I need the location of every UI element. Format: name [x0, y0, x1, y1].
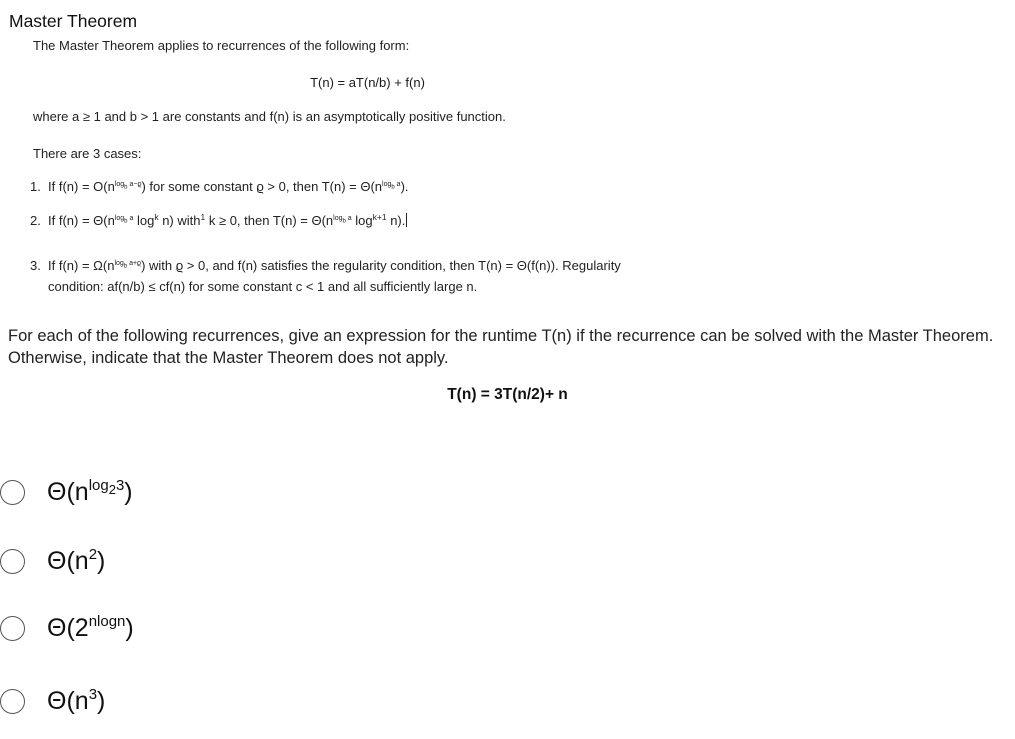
answer-option-2[interactable] — [0, 543, 105, 579]
general-recurrence-formula: T(n) = aT(n/b) + f(n) — [310, 75, 425, 90]
case-1: 1. If $f(n) = O(n^{log_b a-ϱ})$ for some constant ϱ > 0, then $T(n) = \Theta(n^{log_b a})$. — [30, 179, 409, 194]
page-title: Master Theorem — [9, 11, 138, 31]
radio-button[interactable] — [0, 549, 25, 574]
recurrence: T(n) = 3T(n/2)+ n — [447, 386, 568, 403]
radio-button[interactable] — [0, 689, 25, 714]
answer-option-4[interactable] — [0, 683, 105, 719]
radio-button[interactable] — [0, 480, 25, 505]
answer-option-3[interactable] — [0, 610, 134, 646]
option-label: $\Theta(n^3)$ — [47, 685, 106, 715]
case-3-continuation: condition: af(n/b) ≤ cf(n) for some constant c < 1 and all sufficiently large n. — [48, 279, 478, 294]
question-text: For each of the following recurrences, give an expression for the runtime T(n) if the recurrence can be solved with the Master Theorem. Otherwise, indicate that the Master Theorem does not apply. — [8, 327, 994, 367]
text-cursor — [406, 213, 407, 227]
option-label: $\Theta(n^{log_23})$ — [47, 476, 133, 506]
option-label: $\Theta(n^2)$ — [47, 545, 106, 575]
radio-button[interactable] — [0, 616, 25, 641]
case-2: 2. If $f(n) = \Theta(n^{log_b a}$ $\log^k n$) with$^1$ k ≥ 0, then $T(n) = \Theta(n^{log_b a}$ $\log^{k+1} n$). — [30, 212, 406, 228]
option-label: $\Theta(2^{nlogn})$ — [47, 612, 134, 642]
answer-option-1[interactable] — [0, 474, 133, 510]
cases-intro: There are 3 cases: — [33, 146, 142, 161]
case-3: 3. If $f(n) = \Omega(n^{log_b a+ϱ})$ with ϱ > 0, and f(n) satisfies the regularity condition, then T(n) = Θ(f(n)). Regularity — [30, 258, 621, 273]
where-text: where a ≥ 1 and b > 1 are constants and f(n) is an asymptotically positive function. — [33, 109, 506, 124]
intro-text: The Master Theorem applies to recurrences of the following form: — [33, 38, 410, 53]
